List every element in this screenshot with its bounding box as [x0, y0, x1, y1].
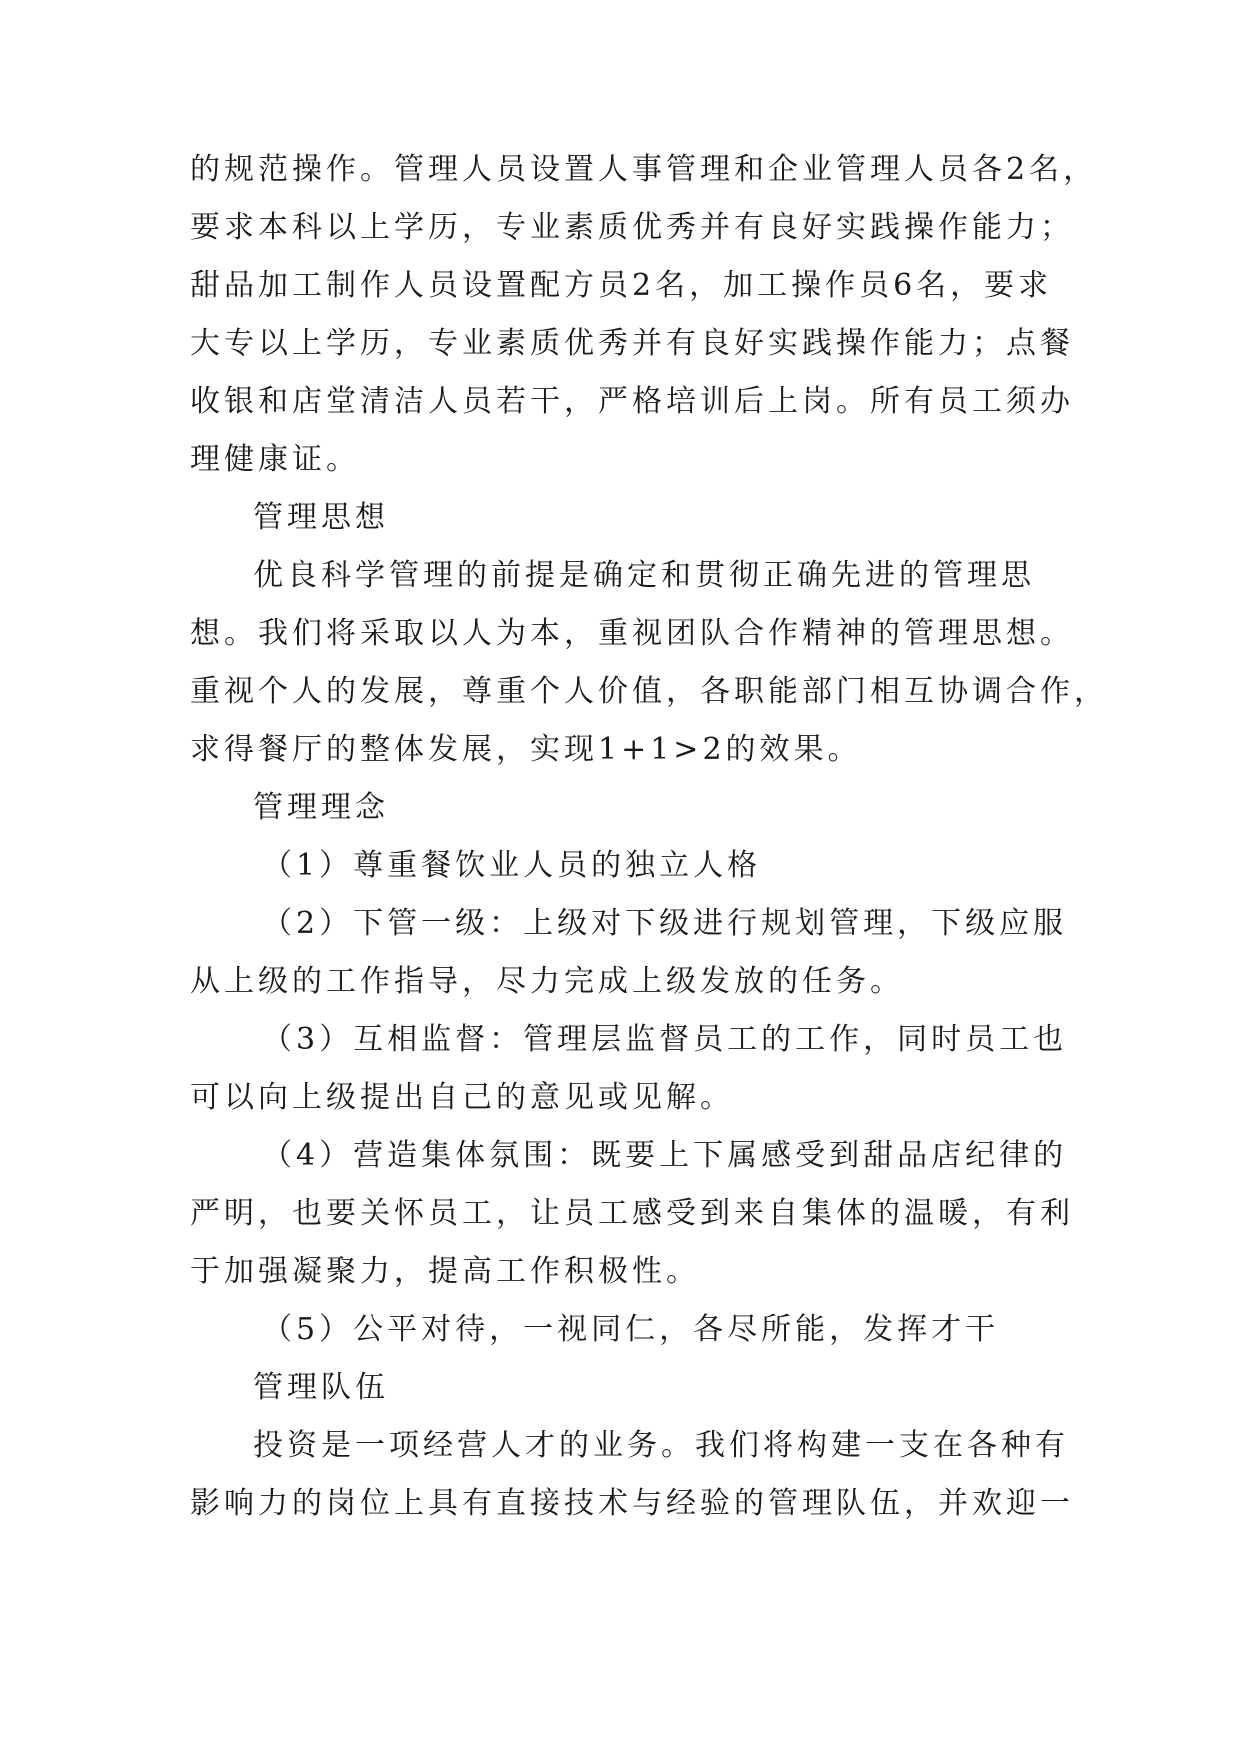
paragraph-line: 甜品加工制作人员设置配方员2名，加工操作员6名，要求 [190, 268, 1053, 303]
section-heading: 管理理念 [253, 790, 389, 825]
paragraph-line: 从上级的工作指导，尽力完成上级发放的任务。 [190, 964, 904, 999]
list-item: （1）尊重餐饮业人员的独立人格 [262, 848, 762, 883]
list-item: （2）下管一级：上级对下级进行规划管理，下级应服 [262, 906, 1068, 941]
paragraph-line: 严明，也要关怀员工，让员工感受到来自集体的温暖，有利 [190, 1196, 1074, 1231]
paragraph-line: 于加强凝聚力，提高工作积极性。 [190, 1254, 700, 1289]
paragraph-line: 求得餐厅的整体发展，实现1+1>2的效果。 [190, 732, 862, 767]
paragraph-line: 投资是一项经营人才的业务。我们将构建一支在各种有 [253, 1428, 1069, 1463]
paragraph-line: 可以向上级提出自己的意见或见解。 [190, 1080, 734, 1115]
paragraph-line: 优良科学管理的前提是确定和贯彻正确先进的管理思 [253, 558, 1035, 593]
paragraph-line: 重视个人的发展，尊重个人价值，各职能部门相互协调合作， [190, 674, 1108, 709]
paragraph-line: 想。我们将采取以人为本，重视团队合作精神的管理思想。 [190, 616, 1074, 651]
list-item: （4）营造集体氛围：既要上下属感受到甜品店纪律的 [262, 1138, 1068, 1173]
section-heading: 管理思想 [253, 500, 389, 535]
list-item: （5）公平对待，一视同仁，各尽所能，发挥才干 [262, 1312, 1000, 1347]
paragraph-line: 收银和店堂清洁人员若干，严格培训后上岗。所有员工须办 [190, 384, 1074, 419]
paragraph-line: 要求本科以上学历，专业素质优秀并有良好实践操作能力； [190, 210, 1074, 245]
paragraph-line: 理健康证。 [190, 442, 360, 477]
list-item: （3）互相监督：管理层监督员工的工作，同时员工也 [262, 1022, 1068, 1057]
section-heading: 管理队伍 [253, 1370, 389, 1405]
paragraph-line: 的规范操作。管理人员设置人事管理和企业管理人员各2名， [190, 152, 1098, 187]
paragraph-line: 大专以上学历，专业素质优秀并有良好实践操作能力；点餐 [190, 326, 1074, 361]
paragraph-line: 影响力的岗位上具有直接技术与经验的管理队伍，并欢迎一 [190, 1486, 1074, 1521]
